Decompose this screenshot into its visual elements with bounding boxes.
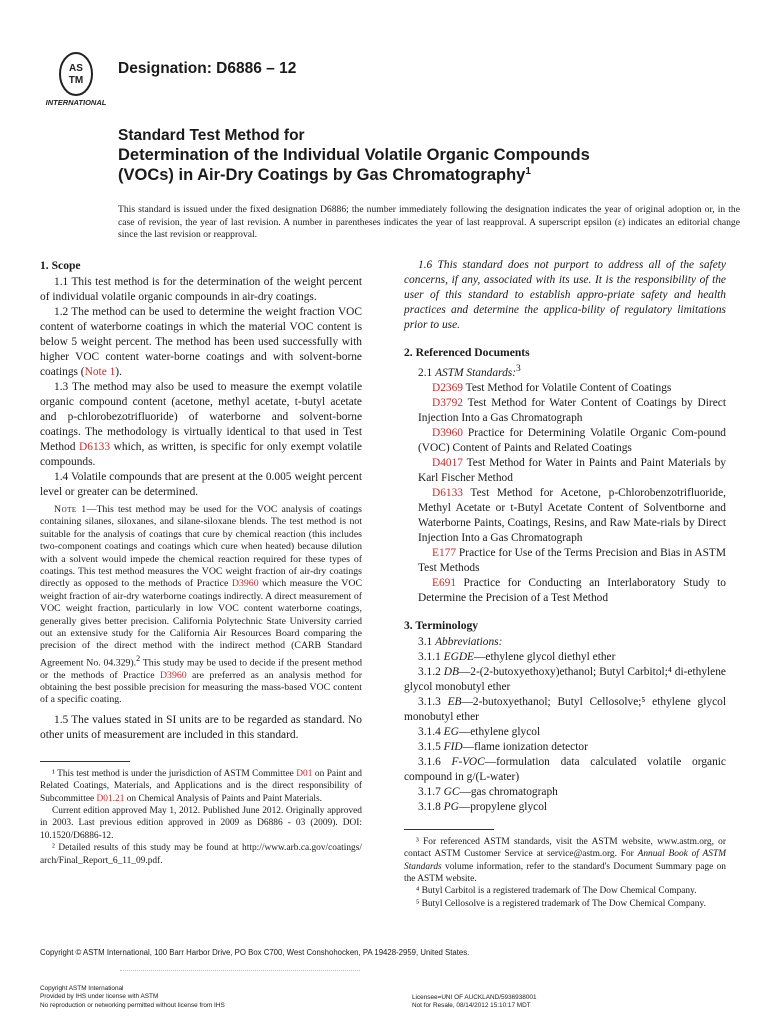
svg-text:AS: AS [69, 63, 83, 74]
reference-item: D4017 Test Method for Water in Paints and Paint Materials by Karl Fischer Method [418, 456, 726, 484]
abbreviation-item: 3.1.7 GC—gas chromatograph [418, 785, 558, 798]
note-1-link[interactable]: Note 1 [84, 366, 116, 378]
reference-code-link[interactable]: D4017 [432, 456, 464, 469]
footnote-1: ¹ This test method is under the jurisdiction of ASTM Committee D01 on Paint and Related Coatings, Materials, and Applications and is the direct responsibility of Subcommittee D01.21 on Chemical Analysis of Paints and Paint Materials. [40, 768, 362, 804]
note-1: Note 1—This test method may be used for the VOC analysis of coatings containing silanes, siloxanes, and silane-siloxane blends. The test method is not suitable for the analysis of coatings that cure by chemical reaction (this includes two-component coatings and coatings which cure when heated) because dilution with a solvent would impede the chemical reaction required for these types of coatings. This test method measures the VOC weight fraction of air-dry coatings directly as opposed to the methods of Practice D3960 which measure the VOC weight fraction of air-dry waterborne coatings indirectly. A direct measurement of VOC weight fraction, particularly in low VOC content waterborne coatings, generally gives better precision. California Polytechnic State University carried out an extensive study for the California Air Resources Board comparing the precision of the direct method with the indirect method (CARB Standard Agreement No. 04.329).$^2$ This study may be used to decide if the present method or the methods of Practice D3960 are preferred as an analysis method for obtaining the best possible precision for measuring the mass-based VOC content of a specific coating. [40, 504, 363, 706]
designation: Designation: D6886 – 12 [118, 60, 297, 77]
reference-code-link[interactable]: D3792 [432, 396, 464, 409]
footnote-2: ² Detailed results of this study may be found at http://www.arb.ca.gov/coatings/ arch/Final_Report_6_11_09.pdf. [40, 843, 362, 866]
footnote-1-edition: Current edition approved May 1, 2012. Published June 2012. Originally approved in 2003. Last previous edition approved in 2009 as D6886 - 03 (2009). DOI: 10.1520/D6886-12. [40, 805, 362, 841]
reference-item: D6133 Test Method for Acetone, p-Chlorobenzotrifluoride, Methyl Acetate or t-Butyl Acetate Content of Solventborne and Waterborne Paints, Coatings, Resins, and Raw Mate-rials by Direct Injection Into a Gas Chromatograph [418, 486, 726, 544]
abbreviation-item: 3.1.2 DB—2-(2-butoxyethoxy)ethanol; Butyl Carbitol;⁴ di-ethylene glycol monobutyl ether [404, 665, 726, 693]
abbreviation-item: 3.1.6 F-VOC—formulation data calculated volatile organic compound in g/(L-water) [404, 755, 726, 783]
para-1-3: 1.3 The method may also be used to measure the exempt volatile organic compound content (acetone, methyl acetate, t-butyl acetate and p-chlorobezotrifluoride) of waterborne and solvent-borne coatings. The methodology is virtually identical to that used in Test Method D6133 which, as written, is specific for only exempt volatile compounds. [40, 381, 362, 468]
reference-code-link[interactable]: D3960 [432, 426, 464, 439]
para-1-1: 1.1 This test method is for the determination of the weight percent of individual volatile organic compounds in air-dry coatings. [40, 276, 362, 303]
resale-line: Not for Resale, 08/14/2012 15:10:17 MDT [412, 1002, 531, 1010]
license-line: No reproduction or networking permitted without license from IHS [40, 1001, 225, 1009]
divider [120, 970, 360, 971]
abbreviation-item: 3.1.1 EGDE—ethylene glycol diethyl ether [418, 650, 616, 663]
abbreviation-list [404, 650, 726, 815]
copyright-line: Copyright © ASTM International, 100 Barr Harbor Drive, PO Box C700, West Conshohocken, PA 19428-2959, United States. [40, 948, 470, 957]
reference-code-link[interactable]: E691 [432, 576, 457, 589]
license-block-left [40, 985, 225, 1010]
footnote-5: ⁵ Butyl Cellosolve is a registered trademark of The Dow Chemical Company. [416, 898, 706, 909]
footnote-rule [404, 829, 494, 830]
para-1-5: 1.5 The values stated in SI units are to be regarded as standard. No other units of measurement are included in this standard. [40, 713, 362, 741]
title-footnote-marker: 1 [525, 166, 531, 177]
reference-item: E177 Practice for Use of the Terms Precision and Bias in ASTM Test Methods [418, 546, 726, 574]
title-line-1: Standard Test Method for [118, 127, 305, 144]
d3960-link-2[interactable]: D3960 [159, 669, 187, 681]
reference-code-link[interactable]: E177 [432, 546, 457, 559]
abbreviation-item: 3.1.8 PG—propylene glycol [418, 800, 548, 813]
footnote-3: ³ For referenced ASTM standards, visit the ASTM website, www.astm.org, or contact ASTM Customer Service at service@astm.org. For Annual Book of ASTM Standards volume information, refer to the standard's Document Summary page on the ASTM website. [404, 836, 726, 885]
abbreviations-subheading: 3.1 Abbreviations: [418, 635, 503, 648]
abbreviation-item: 3.1.5 FID—flame ionization detector [418, 740, 588, 753]
license-block-right [412, 994, 537, 1011]
title-block [118, 126, 738, 185]
para-1-4: 1.4 Volatile compounds that are present at the 0.005 weight percent level or greater can be determined. [40, 471, 362, 498]
astm-standards-subheading: 2.1 ASTM Standards:$^3$ [418, 364, 521, 379]
footnote-rule [40, 761, 130, 762]
licensee-line: Licensee=UNI OF AUCKLAND/5936938001 [412, 994, 537, 1001]
footnotes-left [40, 761, 362, 867]
svg-text:INTERNATIONAL: INTERNATIONAL [45, 98, 107, 107]
d6133-link[interactable]: D6133 [79, 441, 111, 453]
section-scope-heading: 1. Scope [40, 259, 81, 272]
reference-code-link[interactable]: D6133 [432, 486, 464, 499]
astm-logo [40, 50, 112, 108]
para-1-2: 1.2 The method can be used to determine the weight fraction VOC content of waterborne coatings in which the material VOC content is below 5 weight percent. The method has been used successfully with higher VOC content water-borne coatings and with solvent-borne coatings (Note 1). [40, 306, 362, 378]
reference-code-link[interactable]: D2369 [432, 381, 464, 394]
footnote-4: ⁴ Butyl Carbitol is a registered trademark of The Dow Chemical Company. [416, 886, 697, 897]
license-line: Provided by IHS under license with ASTM [40, 993, 159, 1001]
reference-list [404, 381, 726, 606]
reference-item: D2369 Test Method for Volatile Content of Coatings [432, 381, 672, 394]
reference-item: D3960 Practice for Determining Volatile Organic Com-pound (VOC) Content of Paints and Related Coatings [418, 426, 726, 454]
license-line: Copyright ASTM International [40, 985, 124, 992]
reference-item: E691 Practice for Conducting an Interlaboratory Study to Determine the Precision of a Test Method [418, 576, 726, 604]
reference-item: D3792 Test Method for Water Content of Coatings by Direct Injection Into a Gas Chromatograph [418, 396, 726, 424]
issue-note: This standard is issued under the fixed designation D6886; the number immediately following the designation indicates the year of original adoption or, in the case of revision, the year of last revision. A number in parentheses indicates the year of last reapproval. A superscript epsilon (ε) indicates an editorial change since the last revision or reapproval. [118, 204, 740, 241]
section-referenced-heading: 2. Referenced Documents [404, 346, 530, 359]
d01-21-link[interactable]: D01.21 [96, 793, 125, 804]
right-column [404, 258, 726, 910]
abbreviation-item: 3.1.3 EB—2-butoxyethanol; Butyl Cellosolve;⁵ ethylene glycol monobutyl ether [404, 695, 726, 723]
title-line-2: Determination of the Individual Volatile Organic Compounds [118, 146, 590, 164]
section-terminology-heading: 3. Terminology [404, 618, 479, 632]
d01-link[interactable]: D01 [296, 768, 313, 779]
left-column [40, 258, 362, 867]
svg-text:TM: TM [68, 75, 84, 86]
abbreviation-item: 3.1.4 EG—ethylene glycol [418, 725, 541, 738]
footnotes-right [404, 829, 726, 910]
d3960-link[interactable]: D3960 [231, 578, 259, 590]
title-line-3: (VOCs) in Air-Dry Coatings by Gas Chromatography$^1$ [118, 166, 531, 184]
para-1-6: 1.6 This standard does not purport to address all of the safety concerns, if any, associated with its use. It is the responsibility of the user of this standard to establish appro-priate safety and health practices and determine the applica-bility of regulatory limitations prior to use. [404, 259, 726, 331]
